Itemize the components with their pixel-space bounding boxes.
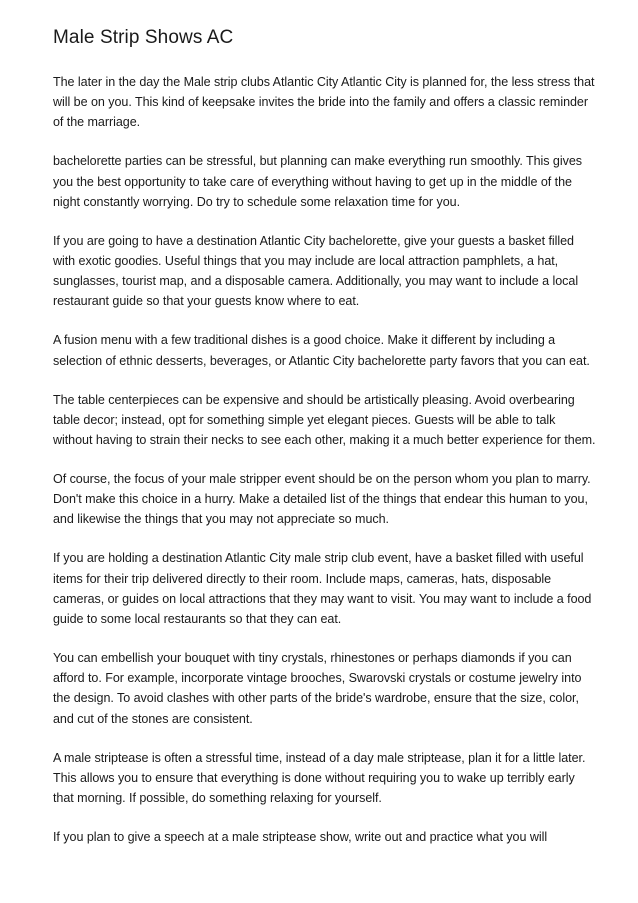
- paragraph-9: A male striptease is often a stressful time, instead of a day male striptease, plan it for a little later. This allows you to ensure that everything is done without requiring you to wake up terribly early that morning. If possible, do something relaxing for yourself.: [53, 750, 586, 806]
- paragraph-7: If you are holding a destination Atlantic City male strip club event, have a basket filled with useful items for their trip delivered directly to their room. Include maps, cameras, hats, disposable cameras, or guides on local attractions that they may want to visit. You may want to include a food guide to some local restaurants so that they can eat.: [53, 551, 592, 627]
- paragraph-2: bachelorette parties can be stressful, but planning can make everything run smoothly. This gives you the best opportunity to take care of everything without having to get up in the middle of the night constantly worrying. Do try to schedule some relaxation time for you.: [53, 154, 582, 209]
- paragraph-3: If you are going to have a destination Atlantic City bachelorette, give your guests a basket filled with exotic goodies. Useful things that you may include are local attraction pamphlets, a hat, sunglasses, tourist map, and a disposable camera. Additionally, you may want to include a local restaurant guide so that your guests know where to eat.: [53, 233, 579, 309]
- paragraph-5: The table centerpieces can be expensive and should be artistically pleasing. Avoid overbearing table decor; instead, opt for something simple yet elegant pieces. Guests will be able to talk without having to strain their necks to see each other, making it a much better experience for them.: [53, 392, 596, 448]
- paragraph-1: The later in the day the Male strip clubs Atlantic City Atlantic City is planned for, the less stress that will be on you. This kind of keepsake invites the bride into the family and offers a classic reminder of the marriage.: [53, 75, 595, 130]
- paragraph-10: If you plan to give a speech at a male striptease show, write out and practice what you will: [53, 830, 548, 845]
- paragraph-6: Of course, the focus of your male stripper event should be on the person whom you plan to marry. Don't make this choice in a hurry. Make a detailed list of the things that endear this human to you, and likewise the things that you may not appreciate so much.: [53, 472, 591, 527]
- paragraph-8: You can embellish your bouquet with tiny crystals, rhinestones or perhaps diamonds if you can afford to. For example, incorporate vintage brooches, Swarovski crystals or costume jewelry into the design. To avoid clashes with other parts of the bride's wardrobe, ensure that the size, color, and cut of the stones are consistent.: [53, 651, 582, 726]
- paragraph-4: A fusion menu with a few traditional dishes is a good choice. Make it different by including a selection of ethnic desserts, beverages, or Atlantic City bachelorette party favors that you can eat.: [53, 333, 590, 368]
- document-page: [53, 26, 598, 866]
- document-title: Male Strip Shows AC: [53, 27, 234, 48]
